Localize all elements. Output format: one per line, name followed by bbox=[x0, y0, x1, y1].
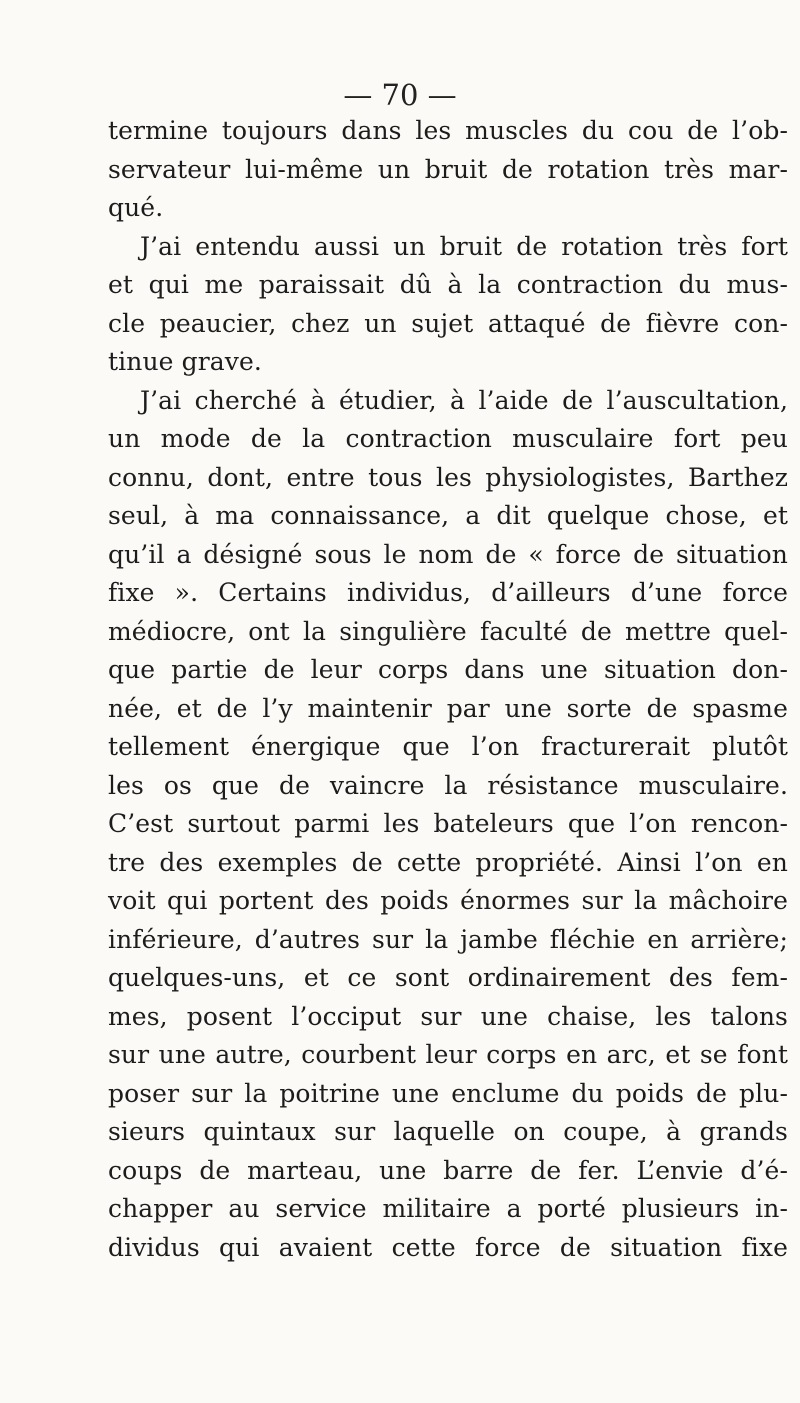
text-line: dividus qui avaient cette force de situation fixe bbox=[108, 1232, 788, 1262]
text-line: tinue grave. bbox=[108, 347, 262, 376]
text-line: poser sur la poitrine une enclume du poids de plu- bbox=[108, 1078, 788, 1108]
text-line: sieurs quintaux sur laquelle on coupe, à grands bbox=[108, 1117, 788, 1146]
text-line: les os que de vaincre la résistance musculaire. bbox=[108, 770, 788, 800]
text-line: connu, dont, entre tous les physiologistes, Barthez bbox=[108, 462, 788, 492]
text-line: cle peaucier, chez un sujet attaqué de fièvre con- bbox=[108, 308, 788, 338]
text-line: chapper au service militaire a porté plusieurs in- bbox=[108, 1194, 788, 1223]
page-number: — 70 — bbox=[343, 78, 457, 112]
text-line: fixe ». Certains individus, d’ailleurs d’une force bbox=[108, 578, 788, 607]
text-line: que partie de leur corps dans une situation don- bbox=[108, 655, 788, 684]
text-line: sur une autre, courbent leur corps en arc, et se font bbox=[108, 1040, 788, 1069]
text-line: qu’il a désigné sous le nom de « force de situation bbox=[108, 539, 788, 569]
paragraph-start-line: J’ai cherché à étudier, à l’aide de l’auscultation, bbox=[140, 385, 788, 415]
text-line: médiocre, ont la singulière faculté de mettre quel- bbox=[108, 616, 788, 646]
page-body-text bbox=[108, 112, 788, 1267]
text-line: tellement énergique que l’on fracturerait plutôt bbox=[108, 732, 788, 761]
text-line: née, et de l’y maintenir par une sorte de spasme bbox=[108, 693, 788, 723]
text-line: qué. bbox=[108, 193, 164, 222]
paragraph-start-line: J’ai entendu aussi un bruit de rotation très fort bbox=[140, 231, 788, 261]
text-line: et qui me paraissait dû à la contraction du mus- bbox=[108, 270, 788, 299]
text-line: termine toujours dans les muscles du cou de l’ob- bbox=[108, 116, 788, 145]
text-line: C’est surtout parmi les bateleurs que l’on rencon- bbox=[108, 809, 788, 838]
text-line: inférieure, d’autres sur la jambe fléchie en arrière; bbox=[108, 924, 788, 954]
text-line: coups de marteau, une barre de fer. L’envie d’é- bbox=[108, 1155, 788, 1185]
text-line: quelques-uns, et ce sont ordinairement des fem- bbox=[108, 963, 788, 992]
text-line: tre des exemples de cette propriété. Ainsi l’on en bbox=[108, 847, 788, 877]
text-line: servateur lui-même un bruit de rotation très mar- bbox=[108, 154, 788, 184]
text-line: un mode de la contraction musculaire fort peu bbox=[108, 424, 788, 453]
text-line: seul, à ma connaissance, a dit quelque chose, et bbox=[108, 501, 788, 530]
text-line: voit qui portent des poids énormes sur la mâchoire bbox=[108, 886, 788, 915]
text-line: mes, posent l’occiput sur une chaise, les talons bbox=[108, 1001, 788, 1031]
